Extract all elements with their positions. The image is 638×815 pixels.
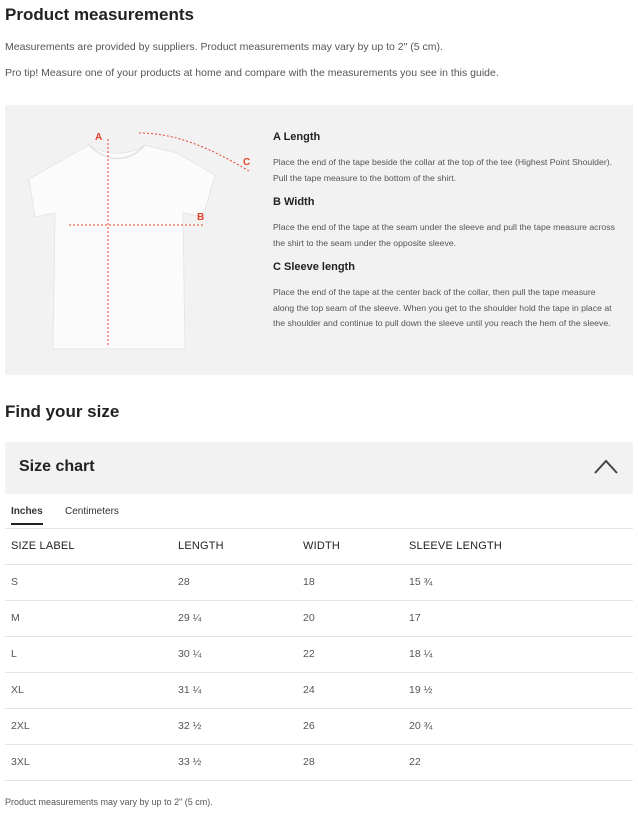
- width-cell: 28: [303, 756, 315, 768]
- label-c: C: [243, 157, 251, 168]
- measurement-descriptions: [273, 131, 618, 332]
- width-cell: 24: [303, 684, 315, 696]
- width-text: Place the end of the tape at the seam under the sleeve and pull the tape measure across the shirt to the seam under the opposite sleeve.: [273, 222, 615, 248]
- length-cell: 29 ¼: [178, 612, 202, 624]
- size-chart-title: Size chart: [19, 458, 95, 475]
- width-heading: B Width: [273, 196, 315, 208]
- chevron-up-icon[interactable]: [593, 456, 619, 476]
- find-size-heading: Find your size: [5, 402, 120, 421]
- size-chart-header[interactable]: [5, 442, 633, 494]
- sleeve-heading: C Sleeve length: [273, 261, 355, 273]
- size-cell: S: [11, 576, 19, 588]
- header-size-label: SIZE LABEL: [11, 540, 75, 552]
- width-cell: 22: [303, 648, 315, 660]
- footnote: Product measurements may vary by up to 2" (5 cm).: [5, 797, 213, 807]
- table-header-row: [5, 529, 633, 565]
- table-row: [5, 565, 633, 601]
- length-heading: A Length: [273, 131, 321, 143]
- table-row: [5, 637, 633, 673]
- length-cell: 33 ½: [178, 756, 202, 768]
- size-cell: L: [11, 648, 17, 660]
- tshirt-shape: [29, 145, 215, 349]
- tip-text: Pro tip! Measure one of your products at home and compare with the measurements you see in this guide.: [5, 67, 499, 79]
- tab-centimeters[interactable]: Centimeters: [65, 506, 119, 517]
- table-row: [5, 709, 633, 745]
- header-sleeve-length: SLEEVE LENGTH: [409, 540, 503, 552]
- table-row: [5, 745, 633, 781]
- table-row: [5, 673, 633, 709]
- sleeve-cell: 17: [409, 612, 421, 624]
- width-cell: 20: [303, 612, 315, 624]
- table-row: [5, 601, 633, 637]
- width-cell: 18: [303, 576, 315, 588]
- length-cell: 28: [178, 576, 190, 588]
- size-cell: XL: [11, 684, 24, 696]
- width-cell: 26: [303, 720, 315, 732]
- unit-tabs: [5, 500, 633, 529]
- tshirt-diagram: [27, 127, 252, 355]
- tab-inches[interactable]: Inches: [11, 506, 43, 525]
- size-cell: 3XL: [11, 756, 30, 768]
- sleeve-text: Place the end of the tape at the center back of the collar, then pull the tape measure along the top seam of the sleeve. When you get to the shoulder hold the tape in place at the shoulder and continue to pull down the sleeve until you reach the hem of the sleeve.: [273, 287, 612, 328]
- size-cell: 2XL: [11, 720, 30, 732]
- length-cell: 31 ¼: [178, 684, 202, 696]
- length-cell: 32 ½: [178, 720, 202, 732]
- sleeve-cell: 18 ¼: [409, 648, 433, 660]
- sleeve-cell: 15 ¾: [409, 576, 433, 588]
- sleeve-cell: 19 ½: [409, 684, 433, 696]
- sleeve-cell: 22: [409, 756, 421, 768]
- sleeve-cell: 20 ¾: [409, 720, 433, 732]
- label-a: A: [95, 132, 103, 143]
- page-title: Product measurements: [5, 5, 194, 24]
- length-text: Place the end of the tape beside the collar at the top of the tee (Highest Point Shoulder). Pull the tape measure to the bottom of the shirt.: [273, 157, 613, 183]
- length-cell: 30 ¼: [178, 648, 202, 660]
- size-table: [5, 529, 633, 781]
- header-length: LENGTH: [178, 540, 224, 552]
- header-width: WIDTH: [303, 540, 341, 552]
- label-b: B: [197, 212, 205, 223]
- intro-text: Measurements are provided by suppliers. Product measurements may vary by up to 2" (5 cm).: [5, 41, 443, 53]
- measurement-guide: [5, 105, 633, 375]
- size-cell: M: [11, 612, 20, 624]
